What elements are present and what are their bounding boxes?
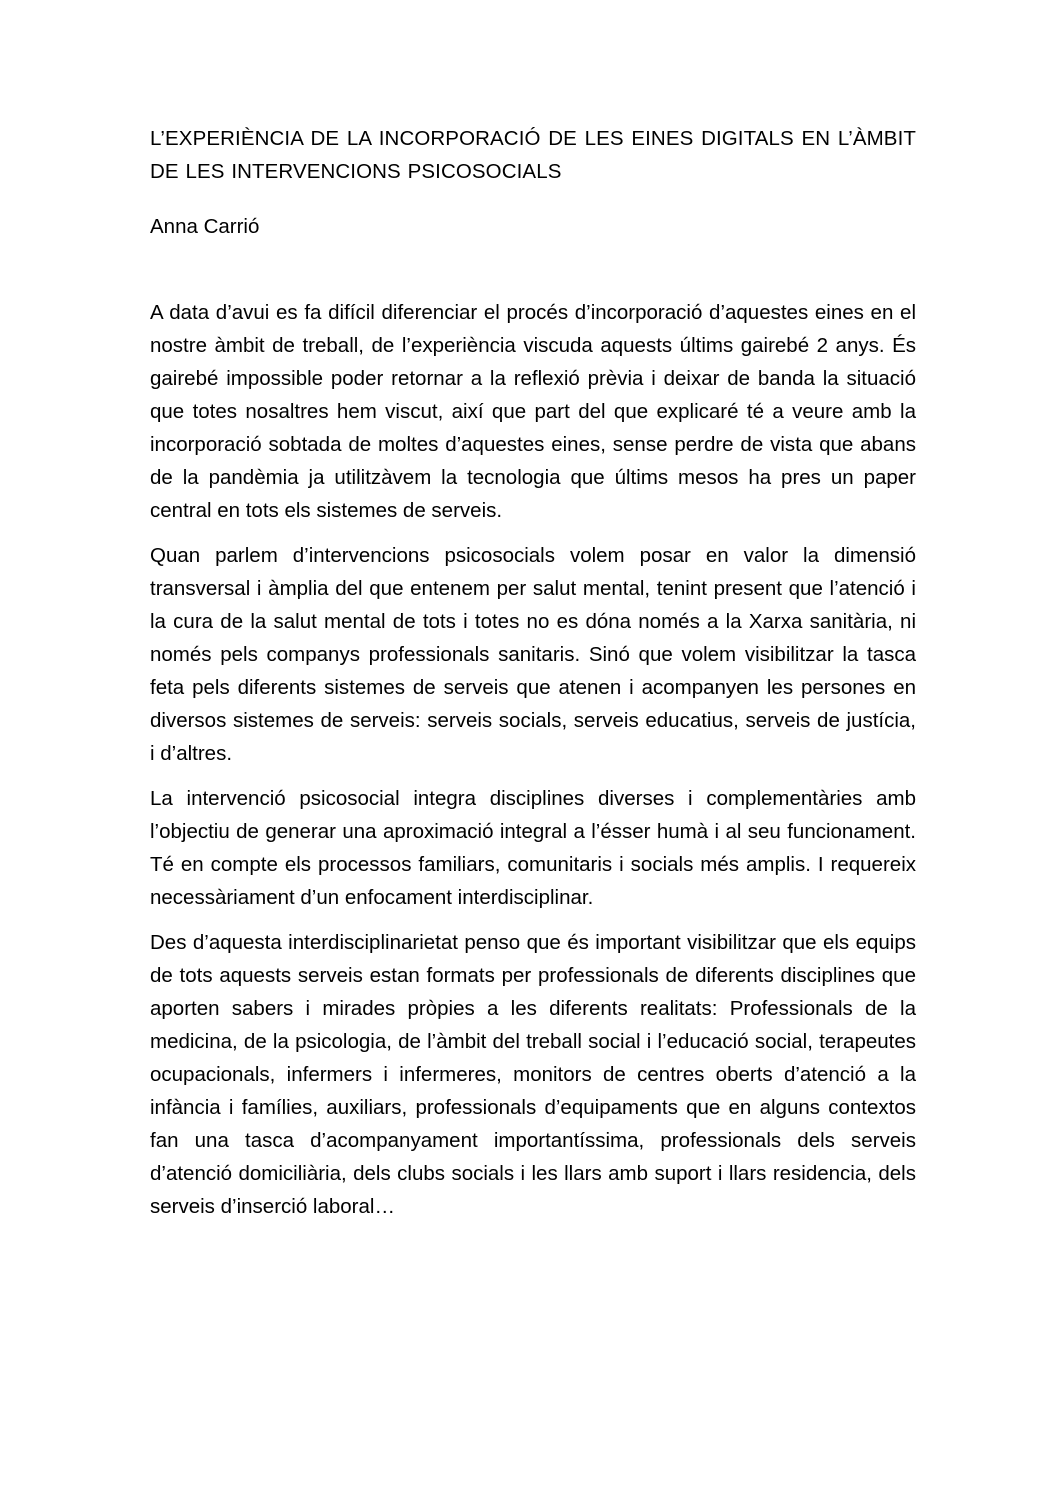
author-name: Anna Carrió <box>150 215 260 238</box>
paragraph-2: Quan parlem d’intervencions psicosocials volem posar en valor la dimensió transversal i àmplia del que entenem per salut mental, tenint present que l’atenció i la cura de la salut mental de tots i totes no es dóna només a la Xarxa sanitària, ni només pels companys professionals sanitaris. Sinó que volem visibilitzar la tasca feta pels diferents sistemes de serveis que atenen i acompanyen les persones en diversos sistemes de serveis: serveis socials, serveis educatius, serveis de justícia, i d’altres. <box>150 544 916 765</box>
paragraph-1: A data d’avui es fa difícil diferenciar el procés d’incorporació d’aquestes eines en el nostre àmbit de treball, de l’experiència viscuda aquests últims gairebé 2 anys. És gairebé impossible poder retornar a la reflexió prèvia i deixar de banda la situació que totes nosaltres hem viscut, així que part del que explicaré té a veure amb la incorporació sobtada de moltes d’aquestes eines, sense perdre de vista que abans de la pandèmia ja utilitzàvem la tecnologia que últims mesos ha pres un paper central en tots els sistemes de serveis. <box>150 301 916 522</box>
page-title <box>150 122 916 188</box>
document-content <box>150 122 916 1223</box>
paragraph-4: Des d’aquesta interdisciplinarietat penso que és important visibilitzar que els equips de tots aquests serveis estan formats per professionals de diferents disciplines que aporten sabers i mirades pròpies a les diferents realitats: Professionals de la medicina, de la psicologia, de l’àmbit del treball social i l’educació social, terapeutes ocupacionals, infermers i infermeres, monitors de centres oberts d’atenció a la infància i famílies, auxiliars, professionals d’equipaments que en alguns contextos fan una tasca d’acompanyament importantíssima, professionals dels serveis d’atenció domiciliària, dels clubs socials i les llars amb suport i llars residencia, dels serveis d’inserció laboral… <box>150 931 916 1218</box>
page-title-line-1: L’EXPERIÈNCIA DE LA INCORPORACIÓ DE LES EINES DIGITALS EN L’ÀMBIT <box>150 127 916 150</box>
body-text <box>150 296 916 1223</box>
page-title-line-2: DE LES INTERVENCIONS PSICOSOCIALS <box>150 160 562 183</box>
paragraph-3: La intervenció psicosocial integra disciplines diverses i complementàries amb l’objectiu de generar una aproximació integral a l’ésser humà i al seu funcionament. Té en compte els processos familiars, comunitaris i socials més amplis. I requereix necessàriament d’un enfocament interdisciplinar. <box>150 787 916 909</box>
